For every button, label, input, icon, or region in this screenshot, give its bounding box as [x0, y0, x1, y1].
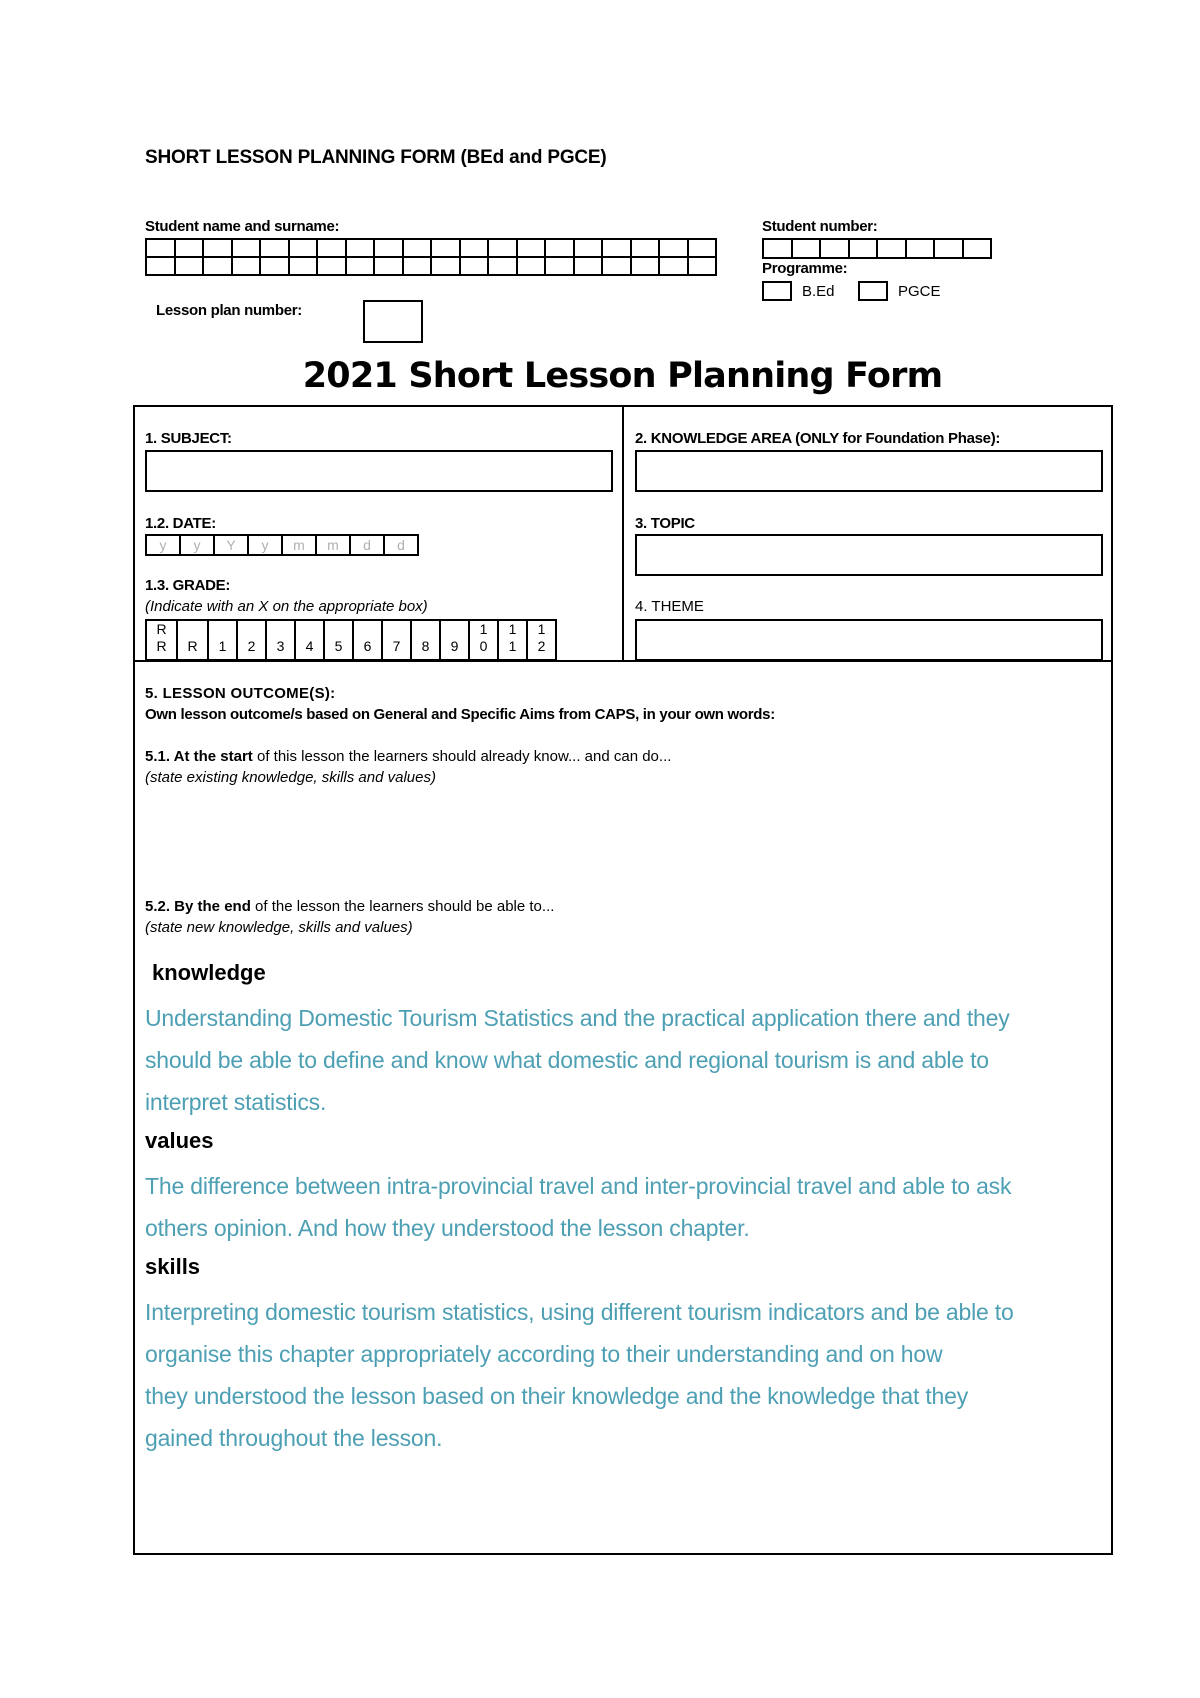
grade-cell-bottom: 6 — [363, 638, 372, 654]
programme-label: Programme: — [762, 260, 848, 277]
grid-cell[interactable] — [488, 257, 517, 275]
grid-cell[interactable] — [374, 257, 403, 275]
date-cell[interactable]: y — [248, 535, 282, 555]
date-cell[interactable]: Y — [214, 535, 248, 555]
grid-cell[interactable] — [460, 257, 489, 275]
grade-cell-top — [267, 621, 294, 638]
grid-cell[interactable] — [403, 239, 432, 257]
subject-label: 1. SUBJECT: — [145, 430, 232, 447]
grade-cell-bottom: 9 — [450, 638, 459, 654]
skills-line: gained throughout the lesson. — [145, 1425, 443, 1451]
grid-cell[interactable] — [545, 239, 574, 257]
grade-cell-bottom: 7 — [392, 638, 401, 654]
grade-hint: (Indicate with an X on the appropriate box) — [145, 598, 428, 615]
grid-cell[interactable] — [631, 257, 660, 275]
programme-pgce-label: PGCE — [898, 283, 941, 300]
knowledge-line: Understanding Domestic Tourism Statistics and the practical application there and they — [145, 1005, 1010, 1031]
grade-cell-bottom: 8 — [421, 638, 430, 654]
knowledge-area-label: 2. KNOWLEDGE AREA (ONLY for Foundation Phase): — [635, 430, 1001, 447]
grid-cell[interactable] — [431, 239, 460, 257]
lesson-plan-number-box[interactable] — [363, 300, 423, 343]
grid-cell[interactable] — [517, 257, 546, 275]
grid-cell[interactable] — [877, 239, 906, 258]
grade-cell-bottom: R — [187, 638, 198, 654]
grid-cell[interactable] — [460, 239, 489, 257]
values-heading: values — [145, 1128, 214, 1153]
grid-cell[interactable] — [346, 239, 375, 257]
lesson-plan-number-label: Lesson plan number: — [156, 302, 302, 319]
grade-cell-top: 1 — [479, 621, 488, 637]
date-label: 1.2. DATE: — [145, 515, 216, 532]
grid-cell[interactable] — [317, 239, 346, 257]
grid-cell[interactable] — [488, 239, 517, 257]
grid-cell[interactable] — [631, 239, 660, 257]
outcome-end-rest: of the lesson the learners should be able to... — [250, 898, 555, 915]
grade-cell-bottom: 2 — [537, 638, 546, 654]
knowledge-line: interpret statistics. — [145, 1089, 327, 1115]
grade-cell-top: 1 — [508, 621, 517, 637]
outcome-start-rest: of this lesson the learners should already know... and can do... — [252, 748, 672, 765]
knowledge-heading: knowledge — [152, 960, 266, 985]
date-cell[interactable]: m — [282, 535, 316, 555]
grade-cell[interactable] — [146, 620, 177, 660]
grade-cell-bottom: R — [156, 638, 167, 654]
grade-grid[interactable] — [145, 619, 557, 661]
skills-line: they understood the lesson based on their knowledge and the knowledge that they — [145, 1383, 969, 1409]
topic-label: 3. TOPIC — [635, 515, 695, 532]
skills-text — [145, 1291, 1105, 1459]
values-text — [145, 1165, 1105, 1249]
outcomes-subheading: Own lesson outcome/s based on General and Specific Aims from CAPS, in your own words: — [145, 706, 775, 723]
grid-cell[interactable] — [659, 257, 688, 275]
grid-cell[interactable] — [602, 257, 631, 275]
outcome-start-bold: 5.1. At the start — [145, 748, 253, 765]
grid-cell[interactable] — [602, 239, 631, 257]
grade-cell-bottom: 2 — [247, 638, 256, 654]
grid-cell[interactable] — [792, 239, 821, 258]
form-heading: SHORT LESSON PLANNING FORM (BEd and PGCE) — [145, 147, 607, 168]
grid-cell[interactable] — [545, 257, 574, 275]
grid-cell[interactable] — [688, 257, 717, 275]
outcomes-heading: 5. LESSON OUTCOME(S): — [145, 685, 336, 702]
programme-bed-label: B.Ed — [802, 283, 835, 300]
grade-cell[interactable] — [353, 620, 382, 660]
grade-cell[interactable] — [177, 620, 208, 660]
skills-heading: skills — [145, 1254, 201, 1279]
date-grid[interactable] — [145, 534, 419, 556]
grid-cell[interactable] — [260, 239, 289, 257]
topic-field[interactable] — [635, 534, 1103, 576]
grade-cell-top — [325, 621, 352, 638]
grade-cell[interactable] — [440, 620, 469, 660]
grid-cell[interactable] — [763, 239, 792, 258]
column-divider — [622, 405, 624, 661]
values-line: The difference between intra-provincial travel and inter-provincial travel and able to ask — [145, 1173, 1012, 1199]
grid-cell[interactable] — [289, 239, 318, 257]
grid-cell[interactable] — [317, 257, 346, 275]
grade-cell[interactable] — [498, 620, 527, 660]
student-name-grid[interactable] — [145, 238, 717, 276]
grid-cell[interactable] — [260, 257, 289, 275]
grid-cell[interactable] — [289, 257, 318, 275]
grade-cell-bottom: 1 — [508, 638, 517, 654]
knowledge-line: should be able to define and know what domestic and regional tourism is and able to — [145, 1047, 989, 1073]
date-cell[interactable]: m — [316, 535, 350, 555]
outcome-end-bold: 5.2. By the end — [145, 898, 251, 915]
grade-cell-bottom: 5 — [334, 638, 343, 654]
theme-label: 4. THEME — [635, 598, 704, 615]
grid-cell[interactable] — [403, 257, 432, 275]
date-cell[interactable]: d — [384, 535, 418, 555]
grade-cell-top — [209, 621, 236, 638]
grade-cell-top — [354, 621, 381, 638]
grade-cell-bottom: 0 — [479, 638, 488, 654]
outcome-end — [145, 898, 554, 915]
grade-cell[interactable] — [324, 620, 353, 660]
grid-cell[interactable] — [688, 239, 717, 257]
grade-cell[interactable] — [295, 620, 324, 660]
grid-cell[interactable] — [232, 257, 261, 275]
page-title: 2021 Short Lesson Planning Form — [302, 356, 943, 396]
date-cell[interactable]: d — [350, 535, 384, 555]
grade-cell[interactable] — [469, 620, 498, 660]
grade-cell-top: 1 — [537, 621, 546, 637]
grade-cell-bottom: 1 — [218, 638, 227, 654]
grade-cell-top — [412, 621, 439, 638]
grid-cell[interactable] — [431, 257, 460, 275]
grade-cell-top — [296, 621, 323, 638]
outcome-start — [145, 748, 671, 765]
grid-cell[interactable] — [346, 257, 375, 275]
grade-cell-top — [178, 621, 207, 638]
theme-field[interactable] — [635, 619, 1103, 661]
grid-cell[interactable] — [934, 239, 963, 258]
grade-cell-top — [383, 621, 410, 638]
grade-cell[interactable] — [237, 620, 266, 660]
skills-line: organise this chapter appropriately according to their understanding and on how — [145, 1341, 943, 1367]
grid-cell[interactable] — [175, 257, 204, 275]
grid-cell[interactable] — [574, 239, 603, 257]
student-number-label: Student number: — [762, 218, 878, 235]
grade-cell-top: R — [156, 621, 167, 637]
grade-cell[interactable] — [411, 620, 440, 660]
skills-line: Interpreting domestic tourism statistics, using different tourism indicators and be able to — [145, 1299, 1014, 1325]
grade-cell[interactable] — [208, 620, 237, 660]
grid-cell[interactable] — [517, 239, 546, 257]
grade-cell[interactable] — [382, 620, 411, 660]
grid-cell[interactable] — [849, 239, 878, 258]
grade-cell-bottom: 4 — [305, 638, 314, 654]
subject-field[interactable] — [145, 450, 613, 492]
grid-cell[interactable] — [146, 257, 175, 275]
date-cell[interactable]: y — [180, 535, 214, 555]
grid-cell[interactable] — [232, 239, 261, 257]
grid-cell[interactable] — [574, 257, 603, 275]
grid-cell[interactable] — [175, 239, 204, 257]
grid-cell[interactable] — [146, 239, 175, 257]
grid-cell[interactable] — [203, 239, 232, 257]
grade-cell[interactable] — [266, 620, 295, 660]
grid-cell[interactable] — [963, 239, 992, 258]
grid-cell[interactable] — [203, 257, 232, 275]
grade-cell-top — [441, 621, 468, 638]
grid-cell[interactable] — [659, 239, 688, 257]
student-name-label: Student name and surname: — [145, 218, 340, 235]
values-line: others opinion. And how they understood the lesson chapter. — [145, 1215, 750, 1241]
grid-cell[interactable] — [820, 239, 849, 258]
knowledge-area-field[interactable] — [635, 450, 1103, 492]
grid-cell[interactable] — [374, 239, 403, 257]
date-cell[interactable]: y — [146, 535, 180, 555]
grade-cell[interactable] — [527, 620, 556, 660]
grade-cell-bottom: 3 — [276, 638, 285, 654]
programme-bed-checkbox[interactable] — [762, 281, 792, 301]
outcome-start-hint: (state existing knowledge, skills and values) — [145, 769, 436, 786]
knowledge-text — [145, 997, 1105, 1123]
student-number-grid[interactable] — [762, 238, 992, 259]
grade-label: 1.3. GRADE: — [145, 577, 231, 594]
programme-pgce-checkbox[interactable] — [858, 281, 888, 301]
grade-cell-top — [238, 621, 265, 638]
grid-cell[interactable] — [906, 239, 935, 258]
outcome-end-hint: (state new knowledge, skills and values) — [145, 919, 413, 936]
